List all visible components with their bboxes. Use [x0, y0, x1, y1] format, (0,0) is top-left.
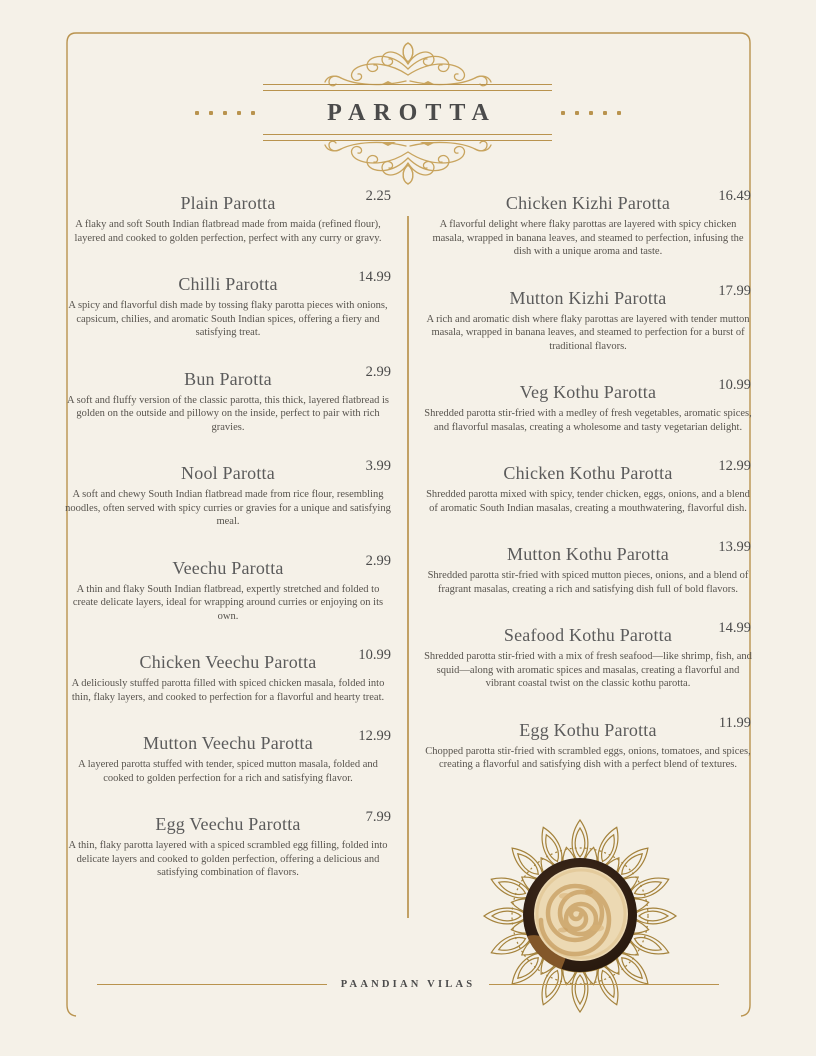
- item-description: Shredded parotta stir-fried with spiced mutton pieces, onions, and a blend of fragrant masalas, creating a rich and satisfying dish full of bold flavors.: [427, 570, 749, 595]
- item-price: 7.99: [365, 809, 391, 825]
- dot-icon: [561, 111, 565, 115]
- item-price: 11.99: [718, 714, 751, 731]
- item-price: 16.49: [718, 188, 751, 204]
- item-name: Chilli Parotta: [178, 274, 278, 294]
- item-description: Shredded parotta stir-fried with a mix of fresh seafood—like shrimp, fish, and squid—along with aromatic spices and masalas, creating a flavorful and vibrant coastal twist on the classic kothu parotta.: [424, 651, 752, 689]
- header-rule-top: [263, 84, 552, 91]
- item-description: A soft and chewy South Indian flatbread made from rice flour, resembling noodles, often served with spicy curries or gravies for a unique and satisfying meal.: [65, 489, 391, 527]
- item-name: Bun Parotta: [184, 368, 272, 389]
- item-description: Shredded parotta mixed with spicy, tender chicken, eggs, onions, and a blend of aromatic South Indian masalas, creating a mouthwatering, flavorful dish.: [426, 489, 750, 514]
- menu-item: [423, 188, 753, 259]
- item-price: 14.99: [718, 620, 751, 636]
- item-price: 2.25: [365, 188, 391, 204]
- item-name: Nool Parotta: [181, 463, 275, 483]
- menu-item: [63, 269, 393, 340]
- item-description: A deliciously stuffed parotta filled with spiced chicken masala, folded into thin, flaky layers, and cooked to perfection for a flavorful and hearty treat.: [71, 678, 385, 703]
- item-description: Chopped parotta stir-fried with scrambled eggs, onions, tomatoes, and spices, creating a flavorful and satisfying dish with a perfect blend of textures.: [425, 745, 751, 770]
- header-title-row: [0, 97, 816, 129]
- dot-icon: [575, 111, 579, 115]
- menu-item: [423, 282, 753, 354]
- item-description: A thin and flaky South Indian flatbread, expertly stretched and folded to create delicate layers, ideal for wrapping around curries or enjoying on its own.: [72, 583, 384, 622]
- dot-icon: [223, 111, 227, 115]
- item-price: 14.99: [358, 269, 391, 285]
- column-divider: [407, 216, 409, 918]
- item-name: Veg Kothu Parotta: [519, 382, 657, 402]
- item-price: 12.99: [718, 458, 751, 474]
- dot-icon: [237, 111, 241, 115]
- item-description: A thin, flaky parotta layered with a spiced scrambled egg filling, folded into delicate layers and cooked to golden perfection, offering a delicious and satisfying combination of flavors.: [68, 840, 388, 878]
- flourish-top-ornament: [320, 40, 496, 90]
- menu-item: [423, 620, 753, 691]
- menu-item: [63, 363, 393, 435]
- item-name: Mutton Veechu Parotta: [143, 733, 313, 753]
- dot-icon: [251, 111, 255, 115]
- menu-footer: [97, 979, 719, 990]
- dot-icon: [603, 111, 607, 115]
- item-price: 12.99: [358, 728, 391, 744]
- item-name: Chicken Kothu Parotta: [503, 463, 673, 483]
- item-price: 3.99: [365, 458, 391, 474]
- menu-item: [63, 458, 393, 529]
- menu-item: [63, 809, 393, 880]
- parotta-plate: [523, 858, 637, 972]
- menu-item: [63, 728, 393, 785]
- item-description: A flavorful delight where flaky parottas are layered with spicy chicken masala, wrapped in banana leaves, and steamed to perfection, infusing the dish with a unique aroma and taste.: [432, 219, 744, 257]
- item-name: Veechu Parotta: [172, 557, 284, 578]
- item-description: A rich and aromatic dish where flaky parottas are layered with tender mutton masala, wrapped in banana leaves, and steamed to perfection for a burst of traditional flavors.: [426, 313, 750, 352]
- item-name: Seafood Kothu Parotta: [503, 625, 673, 645]
- menu-item: [63, 552, 393, 624]
- dot-icon: [589, 111, 593, 115]
- item-price: 2.99: [365, 552, 391, 569]
- item-name: Mutton Kizhi Parotta: [509, 287, 667, 308]
- menu-item: [423, 714, 753, 772]
- item-name: Egg Kothu Parotta: [519, 719, 657, 740]
- menu-column-left: [63, 188, 393, 918]
- item-description: A soft and fluffy version of the classic parotta, this thick, layered flatbread is golden on the outside and pillowy on the inside, perfect to pair with rich gravies.: [66, 394, 389, 433]
- dots-left-ornament: [195, 111, 255, 115]
- menu-item: [423, 539, 753, 596]
- item-name: Egg Veechu Parotta: [155, 814, 301, 834]
- parotta-bread: [523, 858, 637, 972]
- footer-line-left: [97, 984, 327, 985]
- item-price: 2.99: [365, 363, 391, 380]
- item-name: Mutton Kothu Parotta: [507, 544, 669, 564]
- footer-line-right: [489, 984, 719, 985]
- menu-item: [63, 647, 393, 704]
- menu-item: [423, 377, 753, 434]
- page-title: PAROTTA: [327, 99, 497, 126]
- item-description: Shredded parotta stir-fried with a medley of fresh vegetables, aromatic spices, and flavorful masalas, creating a wholesome and tasty vegetarian delight.: [424, 408, 752, 433]
- dot-icon: [617, 111, 621, 115]
- menu-item: [63, 188, 393, 245]
- item-name: Chicken Kizhi Parotta: [505, 193, 671, 213]
- item-name: Plain Parotta: [180, 193, 276, 213]
- flourish-bottom-ornament: [320, 137, 496, 187]
- item-description: A spicy and flavorful dish made by tossing flaky parotta pieces with onions, capsicum, chilies, and aromatic South Indian spices, offering a fiery and satisfying treat.: [68, 300, 388, 338]
- item-description: A layered parotta stuffed with tender, spiced mutton masala, folded and cooked to golden perfection for a rich and satisfying flavor.: [78, 759, 378, 784]
- parotta-photo: [470, 806, 690, 1026]
- dot-icon: [195, 111, 199, 115]
- item-name: Chicken Veechu Parotta: [139, 652, 317, 672]
- item-price: 13.99: [718, 539, 751, 555]
- item-price: 10.99: [358, 647, 391, 663]
- item-description: A flaky and soft South Indian flatbread made from maida (refined flour), layered and cooked to golden perfection, perfect with any curry or gravy.: [74, 219, 382, 244]
- menu-item: [423, 458, 753, 515]
- item-price: 10.99: [718, 377, 751, 393]
- dot-icon: [209, 111, 213, 115]
- item-price: 17.99: [718, 282, 751, 299]
- restaurant-name: PAANDIAN VILAS: [340, 979, 476, 990]
- dots-right-ornament: [561, 111, 621, 115]
